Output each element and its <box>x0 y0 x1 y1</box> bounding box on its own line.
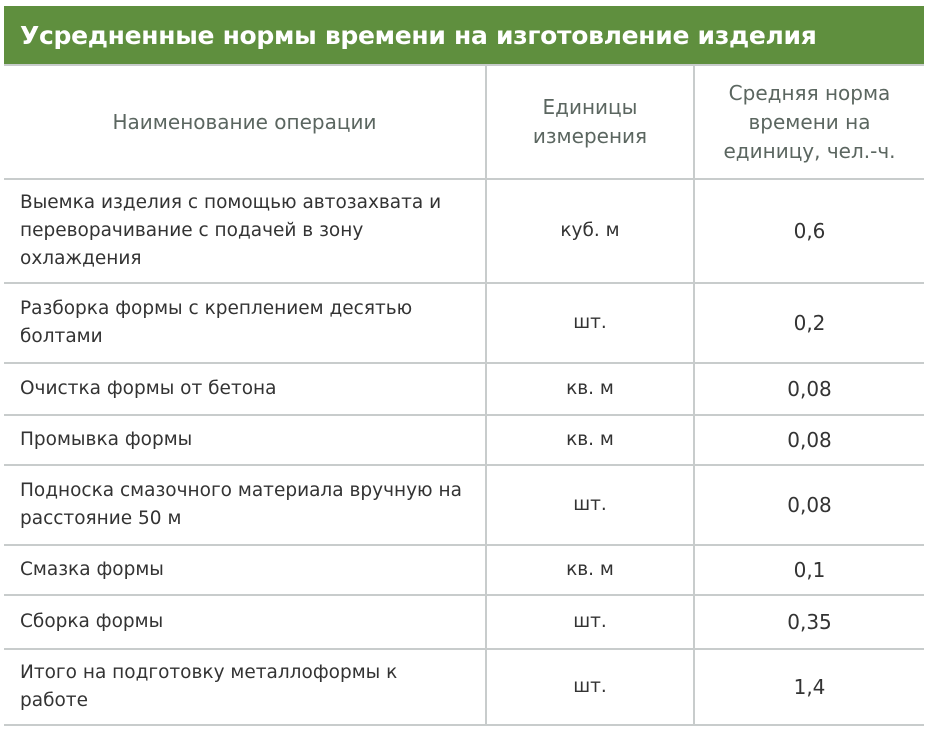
table-row <box>4 649 924 725</box>
unit-cell: кв. м <box>486 545 694 595</box>
header-unit-label: Единицы измерения <box>532 95 648 148</box>
table-row <box>4 363 924 415</box>
table-title: Усредненные нормы времени на изготовление изделия <box>4 6 924 64</box>
norm-cell: 0,1 <box>694 545 924 595</box>
table-header-row <box>4 65 924 179</box>
unit-cell: шт. <box>486 283 694 363</box>
header-unit <box>486 65 694 179</box>
unit-cell: шт. <box>486 465 694 545</box>
header-operation-label: Наименование операции <box>112 109 377 134</box>
table-row <box>4 283 924 363</box>
norms-table <box>4 64 924 726</box>
table-row <box>4 465 924 545</box>
operation-cell: Смазка формы <box>4 545 486 595</box>
unit-cell: шт. <box>486 595 694 649</box>
header-operation <box>4 65 486 179</box>
norm-cell: 0,2 <box>694 283 924 363</box>
table-row <box>4 179 924 283</box>
operation-cell: Подноска смазочного материала вручную на расстояние 50 м <box>4 465 486 545</box>
norm-cell: 0,08 <box>694 465 924 545</box>
operation-cell: Итого на подготовку металлоформы к работе <box>4 649 486 725</box>
table-row <box>4 595 924 649</box>
table-row <box>4 415 924 465</box>
norm-cell: 0,6 <box>694 179 924 283</box>
norm-cell: 0,08 <box>694 415 924 465</box>
norm-cell: 0,08 <box>694 363 924 415</box>
norm-cell: 1,4 <box>694 649 924 725</box>
operation-cell: Промывка формы <box>4 415 486 465</box>
header-norm-label: Средняя норма времени на единицу, чел.-ч. <box>723 80 896 163</box>
unit-cell: кв. м <box>486 415 694 465</box>
table-row <box>4 545 924 595</box>
header-norm <box>694 65 924 179</box>
operation-cell: Очистка формы от бетона <box>4 363 486 415</box>
operation-cell: Сборка формы <box>4 595 486 649</box>
unit-cell: куб. м <box>486 179 694 283</box>
operation-cell: Разборка формы с креплением десятью болтами <box>4 283 486 363</box>
unit-cell: кв. м <box>486 363 694 415</box>
norm-cell: 0,35 <box>694 595 924 649</box>
operation-cell: Выемка изделия с помощью автозахвата и переворачивание с подачей в зону охлаждения <box>4 179 486 283</box>
unit-cell: шт. <box>486 649 694 725</box>
